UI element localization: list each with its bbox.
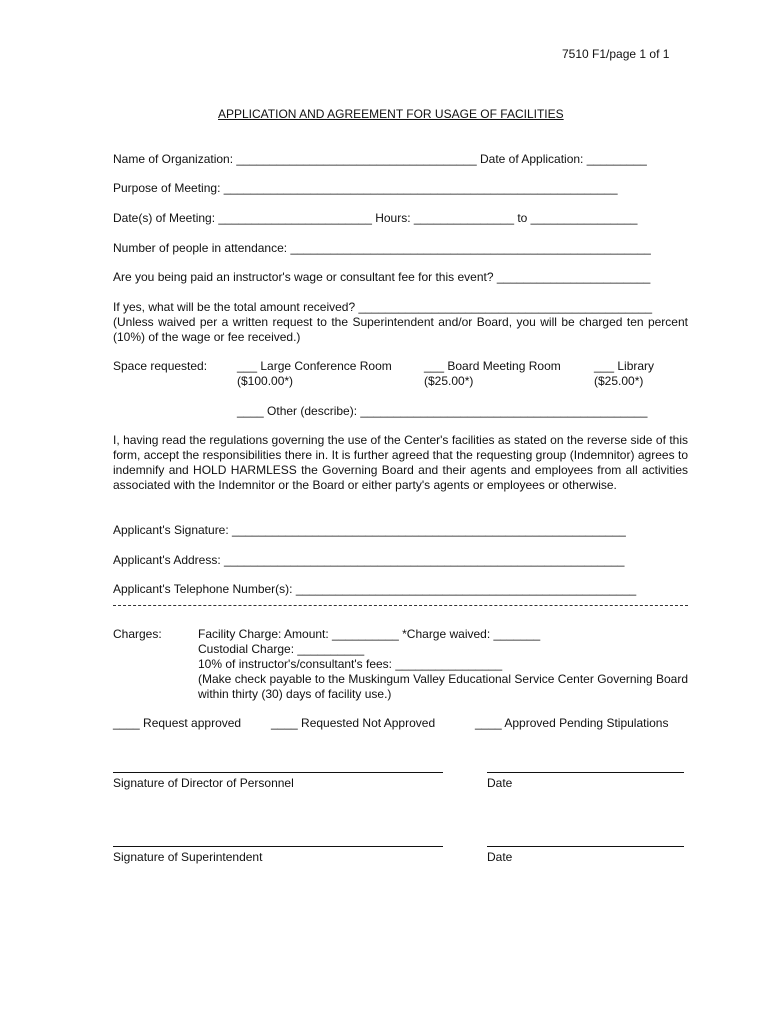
space-option-other[interactable]: ____ Other (describe): ___________________________________________ bbox=[237, 404, 648, 418]
applicant-address-field[interactable]: Applicant's Address: ____________________________________________________________ bbox=[113, 553, 625, 567]
request-not-approved-option[interactable]: ____ Requested Not Approved bbox=[271, 716, 436, 730]
facility-charge-field[interactable]: Facility Charge: Amount: __________ *Charge waived: _______ bbox=[198, 627, 541, 641]
section-divider bbox=[113, 605, 688, 606]
meeting-dates-field[interactable]: Date(s) of Meeting: _______________________ Hours: _______________ to ________________ bbox=[113, 211, 638, 225]
payment-note: (Make check payable to the Muskingum Valley Educational Service Center Governing Board within thirty (30) days of facility use.) bbox=[198, 672, 688, 701]
applicant-telephone-field[interactable]: Applicant's Telephone Number(s): ___________________________________________________ bbox=[113, 582, 637, 596]
applicant-signature-field[interactable]: Applicant's Signature: ___________________________________________________________ bbox=[113, 523, 626, 537]
director-date-label: Date bbox=[487, 776, 513, 790]
form-title: APPLICATION AND AGREEMENT FOR USAGE OF FACILITIES bbox=[218, 107, 564, 121]
space-price-large-conference: ($100.00*) bbox=[237, 374, 294, 388]
wage-question-field[interactable]: Are you being paid an instructor's wage or consultant fee for this event? _______________________ bbox=[113, 270, 651, 284]
director-signature-line[interactable] bbox=[113, 772, 443, 773]
space-option-library[interactable]: ___ Library bbox=[594, 359, 655, 373]
purpose-field[interactable]: Purpose of Meeting: ___________________________________________________________ bbox=[113, 181, 618, 195]
page-reference: 7510 F1/page 1 of 1 bbox=[562, 47, 670, 61]
request-approved-option[interactable]: ____ Request approved bbox=[113, 716, 242, 730]
amount-received-field[interactable]: If yes, what will be the total amount received? ____________________________________________ bbox=[113, 300, 653, 314]
space-option-board-meeting[interactable]: ___ Board Meeting Room bbox=[424, 359, 561, 373]
charges-label: Charges: bbox=[113, 627, 162, 641]
superintendent-date-line[interactable] bbox=[487, 846, 684, 847]
director-date-line[interactable] bbox=[487, 772, 684, 773]
superintendent-signature-label: Signature of Superintendent bbox=[113, 850, 263, 864]
agreement-paragraph: I, having read the regulations governing the use of the Center's facilities as stated on the reverse side of this form, accept the responsibilities there in. It is further agreed that the requesting group (Indemnitor) agrees to indemnify and HOLD HARMLESS the Governing Board and their agents and employees from all activities associated with the Indemnitor or the Board or either party's agents or employees or otherwise. bbox=[113, 433, 688, 492]
superintendent-date-label: Date bbox=[487, 850, 513, 864]
space-price-library: ($25.00*) bbox=[594, 374, 644, 388]
director-signature-label: Signature of Director of Personnel bbox=[113, 776, 294, 790]
organization-field[interactable]: Name of Organization: ____________________________________ Date of Application: _________ bbox=[113, 152, 647, 166]
custodial-charge-field[interactable]: Custodial Charge: __________ bbox=[198, 642, 365, 656]
space-option-large-conference[interactable]: ___ Large Conference Room bbox=[237, 359, 392, 373]
space-price-board-meeting: ($25.00*) bbox=[424, 374, 474, 388]
instructor-fee-field[interactable]: 10% of instructor's/consultant's fees: ________________ bbox=[198, 657, 503, 671]
space-requested-label: Space requested: bbox=[113, 359, 208, 373]
waiver-note: (Unless waived per a written request to the Superintendent and/or Board, you will be charged ten percent (10%) of the wage or fee received.) bbox=[113, 315, 688, 344]
superintendent-signature-line[interactable] bbox=[113, 846, 443, 847]
attendance-field[interactable]: Number of people in attendance: ______________________________________________________ bbox=[113, 241, 651, 255]
approved-pending-option[interactable]: ____ Approved Pending Stipulations bbox=[475, 716, 669, 730]
